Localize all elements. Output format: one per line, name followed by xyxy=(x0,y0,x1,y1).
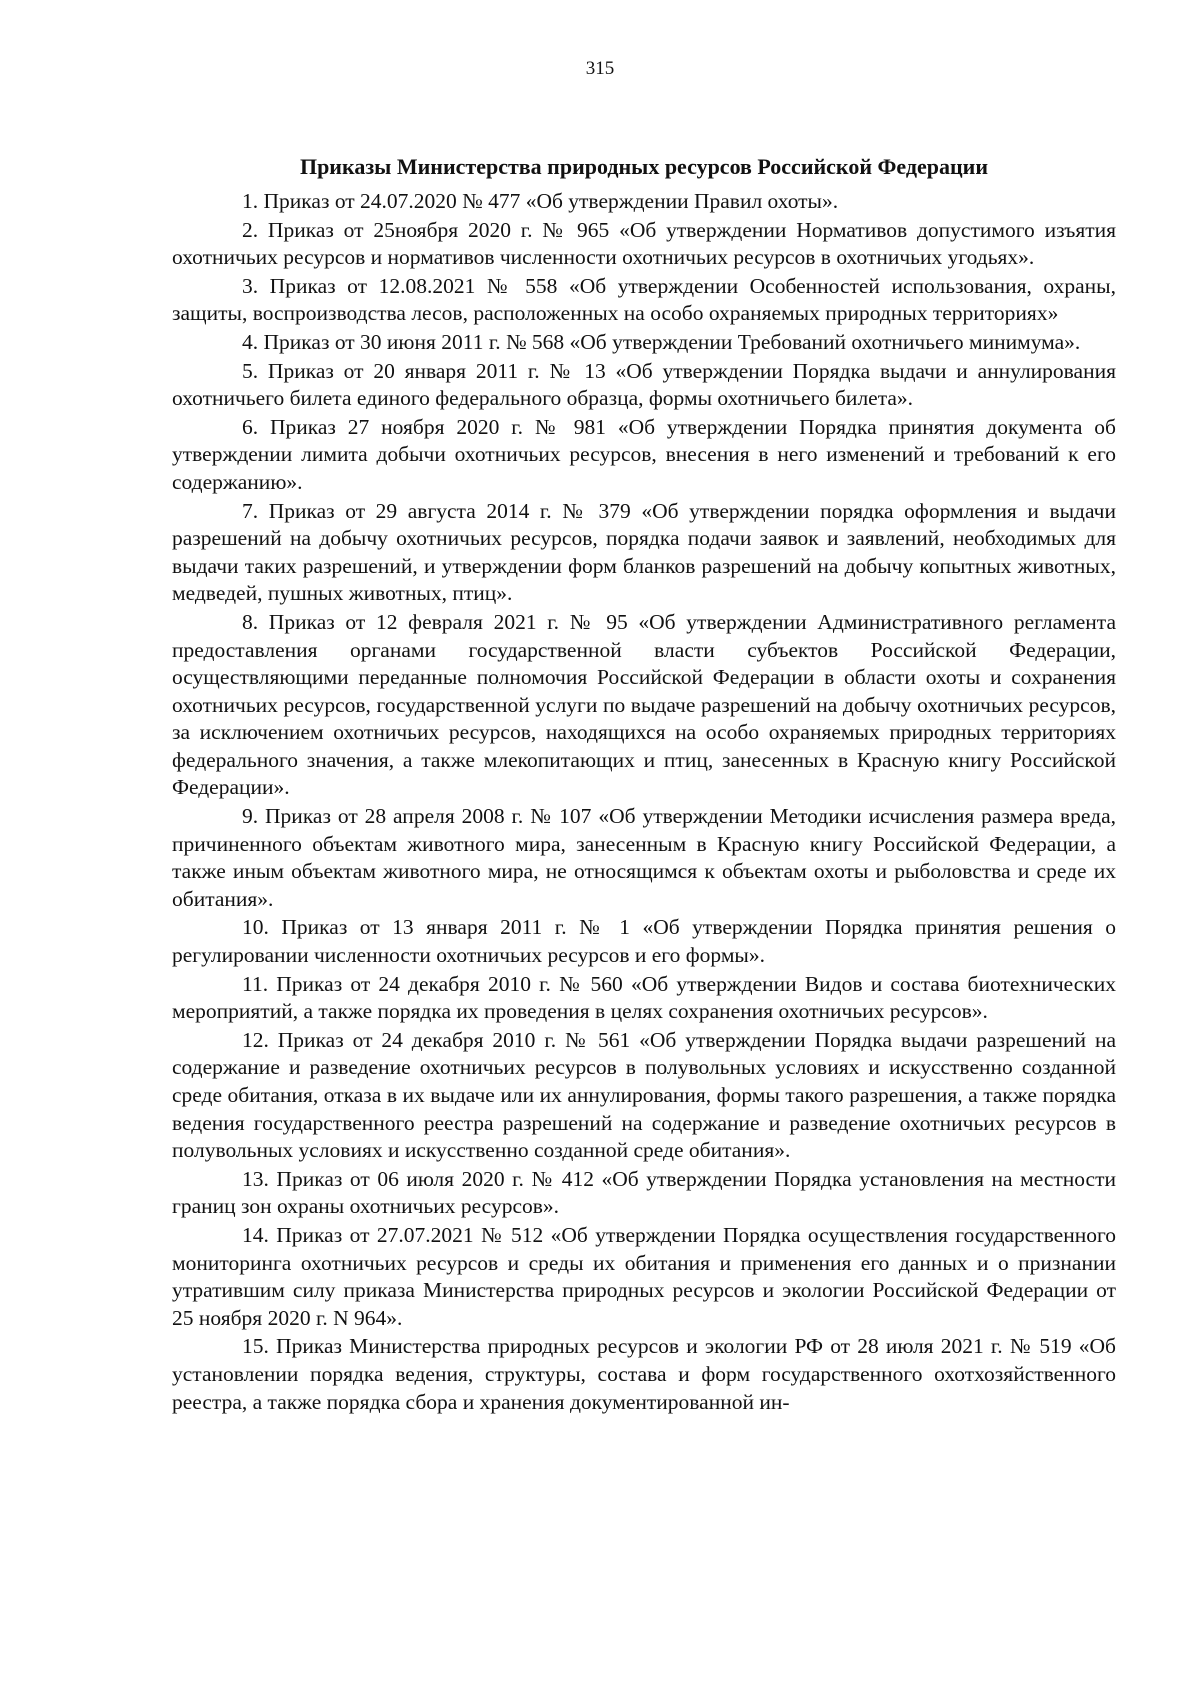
list-item: 8. Приказ от 12 февраля 2021 г. № 95 «Об утверждении Административного регламента предоставления органами государственной власти субъектов Российской Федерации, осуществляющими переданные полномочия Российской Федерации в области охоты и сохранения охотничьих ресурсов, государственной услуги по выдаче разрешений на добычу охотничьих ресурсов, за исключением охотничьих ресурсов, находящихся на особо охраняемых природных территориях федерального значения, а также млекопитающих и птиц, занесенных в Красную книгу Российской Федерации». xyxy=(172,609,1116,800)
list-item: 6. Приказ 27 ноября 2020 г. № 981 «Об утверждении Порядка принятия документа об утверждении лимита добычи охотничьих ресурсов, внесения в него изменений и требований к его содержанию». xyxy=(172,414,1116,494)
list-item: 1. Приказ от 24.07.2020 № 477 «Об утверждении Правил охоты». xyxy=(242,189,839,213)
list-item: 7. Приказ от 29 августа 2014 г. № 379 «Об утверждении порядка оформления и выдачи разрешений на добычу охотничьих ресурсов, порядка подачи заявок и заявлений, необходимых для выдачи таких разрешений, и утверждении форм бланков разрешений на добычу копытных животных, медведей, пушных животных, птиц». xyxy=(172,498,1116,606)
list-item: 5. Приказ от 20 января 2011 г. № 13 «Об утверждении Порядка выдачи и аннулирования охотничьего билета единого федерального образца, формы охотничьего билета». xyxy=(172,358,1116,411)
list-item: 3. Приказ от 12.08.2021 № 558 «Об утверждении Особенностей использования, охраны, защиты, воспроизводства лесов, расположенных на особо охраняемых природных территориях» xyxy=(172,273,1116,326)
list-item: 14. Приказ от 27.07.2021 № 512 «Об утверждении Порядка осуществления государственного мониторинга охотничьих ресурсов и среды их обитания и применения его данных и о признании утратившим силу приказа Министерства природных ресурсов и экологии Российской Федерации от 25 ноября 2020 г. N 964». xyxy=(172,1222,1116,1330)
list-item: 4. Приказ от 30 июня 2011 г. № 568 «Об утверждении Требований охотничьего минимума». xyxy=(242,329,1081,354)
document-body xyxy=(172,152,1116,1417)
list-item: 13. Приказ от 06 июля 2020 г. № 412 «Об утверждении Порядка установления на местности границ зон охраны охотничьих ресурсов». xyxy=(172,1166,1116,1219)
list-item: 12. Приказ от 24 декабря 2010 г. № 561 «Об утверждении Порядка выдачи разрешений на содержание и разведение охотничьих ресурсов в полувольных условиях и искусственно созданной среде обитания, отказа в их выдаче или их аннулирования, формы такого разрешения, а также порядка ведения государственного реестра разрешений на содержание и разведение охотничьих ресурсов в полувольных условиях и искусственно созданной среде обитания». xyxy=(172,1027,1116,1163)
page-number: 315 xyxy=(585,58,615,79)
list-item: 2. Приказ от 25ноября 2020 г. № 965 «Об утверждении Нормативов допустимого изъятия охотничьих ресурсов и нормативов численности охотничьих ресурсов в охотничьих угодьях». xyxy=(172,217,1116,270)
list-item: 11. Приказ от 24 декабря 2010 г. № 560 «Об утверждении Видов и состава биотехнических мероприятий, а также порядка их проведения в целях сохранения охотничьих ресурсов». xyxy=(172,971,1116,1024)
list-item: 15. Приказ Министерства природных ресурсов и экологии РФ от 28 июля 2021 г. № 519 «Об установлении порядка ведения, структуры, состава и форм государственного охотхозяйственного реестра, а также порядка сбора и хранения документированной ин- xyxy=(172,1334,1116,1414)
list-item: 10. Приказ от 13 января 2011 г. № 1 «Об утверждении Порядка принятия решения о регулировании численности охотничьих ресурсов и его формы». xyxy=(172,915,1116,968)
list-item: 9. Приказ от 28 апреля 2008 г. № 107 «Об утверждении Методики исчисления размера вреда, причиненного объектам животного мира, занесенным в Красную книгу Российской Федерации, а также иным объектам животного мира, не относящимся к объектам охоты и рыболовства и среде их обитания». xyxy=(172,804,1116,911)
section-heading: Приказы Министерства природных ресурсов Российской Федерации xyxy=(299,154,989,179)
